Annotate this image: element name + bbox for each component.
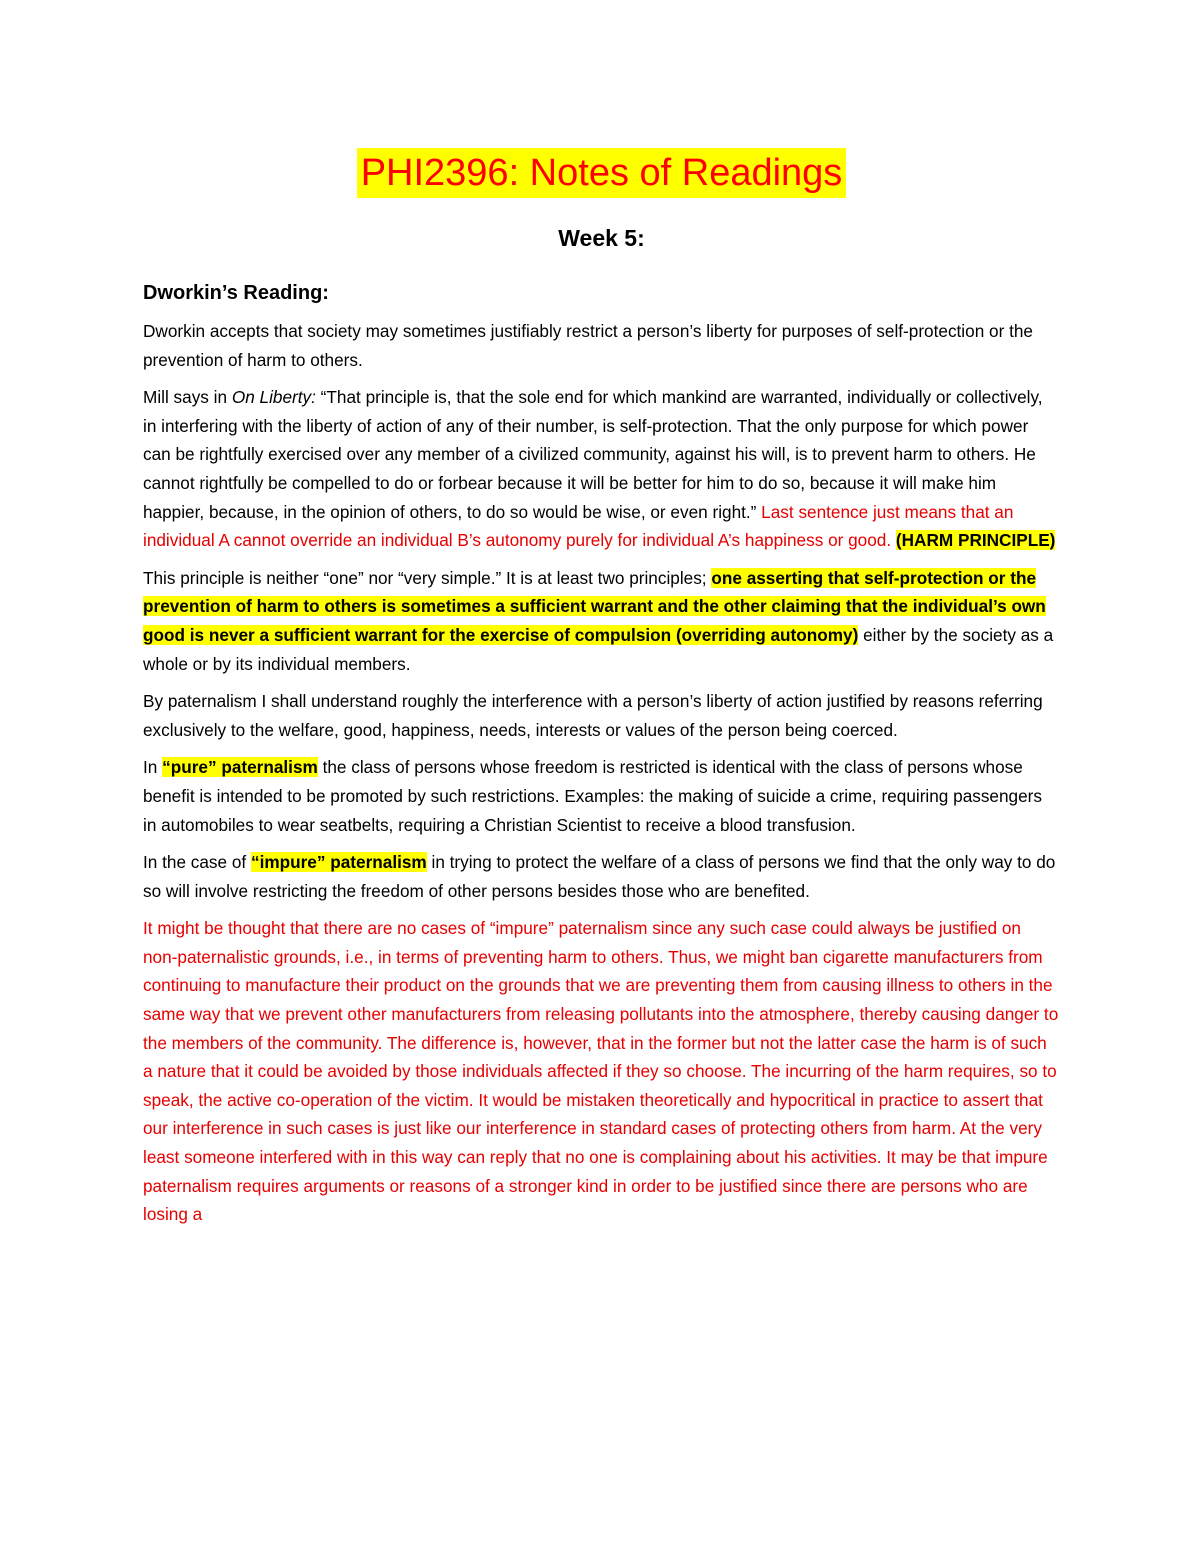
p5-tail: the class of persons whose freedom is restricted is identical with the class of persons whose benefit is intended to be promoted by such restrictions. Examples: the making of suicide a crime, requiring passengers in automobiles to wear seatbelts, requiring a Christian Scientist to receive a blood transfusion. [143,757,1042,835]
document-title: PHI2396: Notes of Readings [357,148,847,198]
p2-note: Last sentence just means that an individual A cannot override an individual B’s autonomy purely for individual A’s happiness or good. [143,501,1014,551]
p6-highlight: “impure” paternalism [250,852,427,873]
p2-lead: Mill says in [143,387,232,408]
p3-tail: either by the society as a whole or by its individual members. [143,624,1054,674]
p3-lead: This principle is neither “one” nor “very simple.” It is at least two principles; [143,567,712,588]
p3-highlight: one asserting that self-protection or the prevention of harm to others is sometimes a sufficient warrant and the other claiming that the individual’s own good is never a sufficient warrant for the exercise of compulsion (overriding autonomy) [143,567,1046,645]
p2-tag: (HARM PRINCIPLE) [895,530,1056,551]
paragraph-4: By paternalism I shall understand roughly the interference with a person’s liberty of action justified by reasons referring exclusively to the welfare, good, happiness, needs, interests or values of the person being coerced. [143,691,1043,740]
document-page [143,140,1060,1238]
paragraph-1: Dworkin accepts that society may sometimes justifiably restrict a person’s liberty for purposes of self-protection or the prevention of harm to others. [143,321,1033,370]
paragraph-2 [143,383,1060,555]
paragraph-6 [143,848,1060,905]
week-heading: Week 5: [558,225,645,251]
paragraph-5 [143,753,1060,839]
p5-lead: In [143,757,163,778]
paragraph-7: It might be thought that there are no cases of “impure” paternalism since any such case could always be justified on non-paternalistic grounds, i.e., in terms of preventing harm to others. Thus, we might ban cigarette manufacturers from continuing to manufacture their product on the grounds that we are preventing them from causing illness to others in the same way that we prevent other manufacturers from releasing pollutants into the atmosphere, thereby causing danger to the members of the community. The difference is, however, that in the former but not the latter case the harm is of such a nature that it could be avoided by those individuals affected if they so choose. The incurring of the harm requires, so to speak, the active co-operation of the victim. It would be mistaken theoretically and hypocritical in practice to assert that our interference in such cases is just like our interference in standard cases of protecting others from harm. At the very least someone interfered with in this way can reply that no one is complaining about his activities. It may be that impure paternalism requires arguments or reasons of a stronger kind in order to be justified since there are persons who are losing a [143,918,1059,1225]
p5-highlight: “pure” paternalism [162,757,318,778]
paragraph-3 [143,564,1060,678]
p2-quote: “That principle is, that the sole end for which mankind are warranted, individually or collectively, in interfering with the liberty of action of any of their number, is self-protection. That the only purpose for which power can be rightfully exercised over any member of a civilized community, against his will, is to prevent harm to others. He cannot rightfully be compelled to do or forbear because it will be better for him to do so, because it will make him happier, because, in the opinion of others, to do so would be wise, or even right.” [143,387,1043,522]
title-wrap [143,148,1060,198]
p6-lead: In the case of [143,852,251,873]
section-heading: Dworkin’s Reading: [143,282,329,304]
p2-book-title: On Liberty: [231,387,316,408]
p6-tail: in trying to protect the welfare of a class of persons we find that the only way to do so will involve restricting the freedom of other persons besides those who are benefited. [143,852,1056,901]
